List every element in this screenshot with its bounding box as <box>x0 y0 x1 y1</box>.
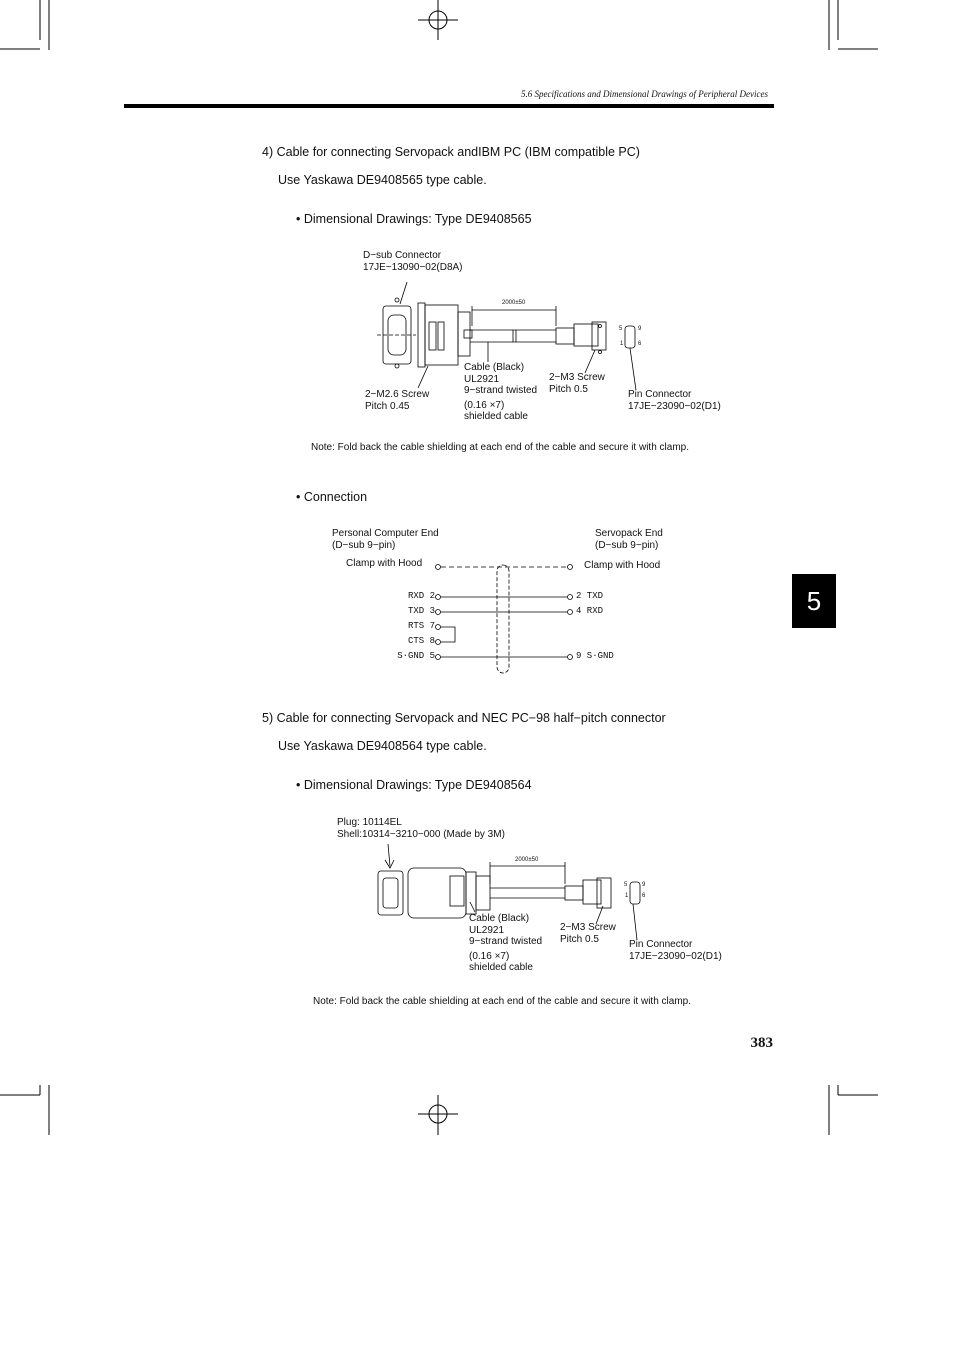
section4-heading: 4) Cable for connecting Servopack andIBM PC (IBM compatible PC) <box>262 145 640 159</box>
signal-left: RTS 7 <box>407 621 435 631</box>
pin-number: 1 <box>625 893 629 899</box>
section5-note: Note: Fold back the cable shielding at each end of the cable and secure it with clamp. <box>313 996 692 1007</box>
section4-bullet-connection: • Connection <box>296 490 368 504</box>
connection-diagram <box>436 565 573 674</box>
section5-bullet-dim: • Dimensional Drawings: Type DE9408564 <box>296 778 532 792</box>
running-title: 5.6 Specifications and Dimensional Drawings of Peripheral Devices <box>521 89 768 99</box>
pin-number: 9 <box>638 326 642 332</box>
m26-screw-label: 2−M2.6 Screw Pitch 0.45 <box>365 389 430 412</box>
m3-screw-label-1: 2−M3 Screw Pitch 0.5 <box>549 372 605 395</box>
m3-screw-label-2: 2−M3 Screw Pitch 0.5 <box>560 922 616 945</box>
signal-right: 2 TXD <box>576 591 604 601</box>
clamp-right-label: Clamp with Hood <box>584 560 661 571</box>
section4-use-text: Use Yaskawa DE9408565 type cable. <box>278 173 487 187</box>
signal-left: RXD 2 <box>407 591 435 601</box>
length-dimension-2: 2000±50 <box>515 857 539 863</box>
section4-bullet-dim: • Dimensional Drawings: Type DE9408565 <box>296 212 532 226</box>
section4-note: Note: Fold back the cable shielding at each end of the cable and secure it with clamp. <box>311 442 690 453</box>
page-number: 383 <box>750 1035 773 1051</box>
pin-number: 9 <box>642 882 646 888</box>
signal-right: 4 RXD <box>576 606 604 616</box>
signal-left: S·GND 5 <box>397 651 435 661</box>
pin-number: 5 <box>619 326 623 332</box>
pc-end-label: Personal Computer End (D−sub 9−pin) <box>332 528 439 551</box>
header-rule <box>124 104 774 108</box>
clamp-left-label: Clamp with Hood <box>346 558 423 569</box>
pin-number: 5 <box>624 882 628 888</box>
section5-use-text: Use Yaskawa DE9408564 type cable. <box>278 739 487 753</box>
plug-label: Plug: 10114EL Shell:10314−3210−000 (Made by 3M) <box>337 817 505 840</box>
pin-number: 1 <box>620 341 624 347</box>
pin-number: 6 <box>638 341 642 347</box>
signal-left: TXD 3 <box>407 606 435 616</box>
pin-connector-label-2: Pin Connector 17JE−23090−02(D1) <box>629 939 722 962</box>
length-dimension-1: 2000±50 <box>502 300 526 306</box>
pin-number: 6 <box>642 893 646 899</box>
cable-spec-label-2: Cable (Black) UL2921 9−strand twisted (0.16 ×7) shielded cable <box>469 913 543 973</box>
servopack-end-label: Servopack End (D−sub 9−pin) <box>595 528 663 551</box>
section5-heading: 5) Cable for connecting Servopack and NEC PC−98 half−pitch connector <box>262 711 666 725</box>
dsub-connector-label: D−sub Connector 17JE−13090−02(D8A) <box>363 250 463 273</box>
signal-right: 9 S·GND <box>576 651 614 661</box>
signal-left: CTS 8 <box>407 636 435 646</box>
cable-spec-label-1: Cable (Black) UL2921 9−strand twisted (0.16 ×7) shielded cable <box>464 362 538 422</box>
chapter-tab: 5 <box>792 574 836 628</box>
pin-connector-label-1: Pin Connector 17JE−23090−02(D1) <box>628 389 721 412</box>
